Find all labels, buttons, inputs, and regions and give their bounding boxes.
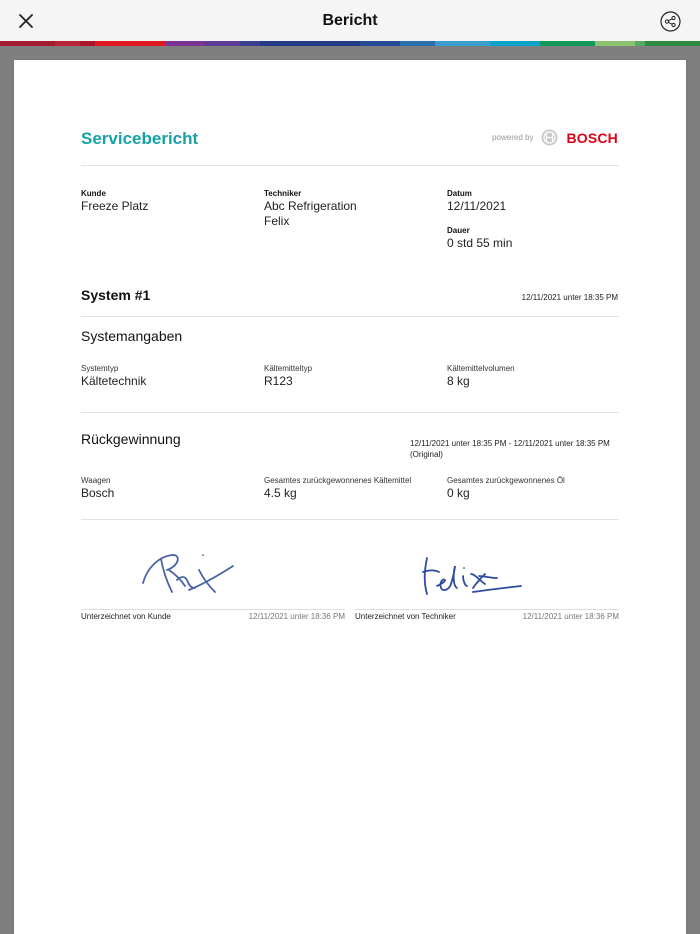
- divider: [81, 519, 619, 520]
- system-title: System #1: [81, 287, 151, 303]
- kaeltemitteltyp-field: [264, 364, 312, 389]
- bosch-armature-icon: [541, 129, 558, 146]
- signature-line: [355, 609, 619, 610]
- technician-signature-block: [355, 540, 619, 621]
- technician-signature-timestamp: 12/11/2021 unter 18:36 PM: [522, 612, 619, 621]
- divider: [81, 165, 619, 166]
- report-title: Servicebericht: [81, 129, 199, 148]
- recovered-oil-label: Gesamtes zurückgewonnenes Öl: [447, 476, 565, 485]
- kaeltemittelvolumen-value: 8 kg: [447, 374, 470, 388]
- bosch-logo-text: BOSCH: [566, 129, 618, 146]
- customer-signature-image: [81, 540, 345, 608]
- datum-value: 12/11/2021: [447, 199, 507, 213]
- recovered-refrigerant-value: 4.5 kg: [264, 486, 297, 500]
- customer-field: [81, 189, 148, 214]
- divider: [81, 412, 619, 413]
- techniker-label: Techniker: [264, 189, 302, 198]
- top-navigation-bar: [0, 0, 700, 42]
- recovered-refrigerant-field: [264, 476, 411, 501]
- divider: [81, 316, 619, 317]
- technician-field: [264, 189, 357, 229]
- dauer-value: 0 std 55 min: [447, 236, 513, 250]
- technician-signature-image: [355, 540, 619, 608]
- signature-line: [81, 609, 345, 610]
- kaeltemitteltyp-label: Kältemitteltyp: [264, 364, 313, 373]
- powered-by-bosch: [492, 129, 618, 146]
- datum-label: Datum: [447, 189, 472, 198]
- systemangaben-title: Systemangaben: [81, 328, 183, 344]
- systemtyp-label: Systemtyp: [81, 364, 119, 373]
- kunde-label: Kunde: [81, 189, 106, 198]
- brand-supergraphic-bar: [0, 41, 700, 46]
- duration-field: [447, 226, 512, 251]
- page-title: Bericht: [322, 12, 378, 29]
- techniker-name: Felix: [264, 214, 290, 228]
- customer-signature-block: [81, 540, 345, 621]
- waagen-field: [81, 476, 114, 501]
- waagen-label: Waagen: [81, 476, 111, 485]
- systemtyp-value: Kältetechnik: [81, 374, 147, 388]
- systemtyp-field: [81, 364, 146, 389]
- recovered-refrigerant-label: Gesamtes zurückgewonnenes Kältemittel: [264, 476, 412, 485]
- kaeltemitteltyp-value: R123: [264, 374, 293, 388]
- dauer-label: Dauer: [447, 226, 470, 235]
- powered-by-label: powered by: [492, 133, 534, 142]
- kaeltemittelvolumen-label: Kältemittelvolumen: [447, 364, 515, 373]
- report-page: [14, 60, 686, 934]
- date-field: [447, 189, 506, 214]
- recovered-oil-field: [447, 476, 565, 501]
- recovery-time-range: 12/11/2021 unter 18:35 PM - 12/11/2021 unter 18:35 PM (Original): [410, 439, 610, 459]
- rueckgewinnung-title: Rückgewinnung: [81, 431, 181, 447]
- recovered-oil-value: 0 kg: [447, 486, 470, 500]
- techniker-company: Abc Refrigeration: [264, 199, 357, 213]
- kunde-value: Freeze Platz: [81, 199, 149, 213]
- system-timestamp: 12/11/2021 unter 18:35 PM: [521, 293, 618, 302]
- customer-signature-caption: Unterzeichnet von Kunde: [81, 612, 171, 621]
- waagen-value: Bosch: [81, 486, 115, 500]
- technician-signature-caption: Unterzeichnet von Techniker: [355, 612, 456, 621]
- share-icon[interactable]: [660, 11, 681, 32]
- customer-signature-timestamp: 12/11/2021 unter 18:36 PM: [248, 612, 345, 621]
- kaeltemittelvolumen-field: [447, 364, 515, 389]
